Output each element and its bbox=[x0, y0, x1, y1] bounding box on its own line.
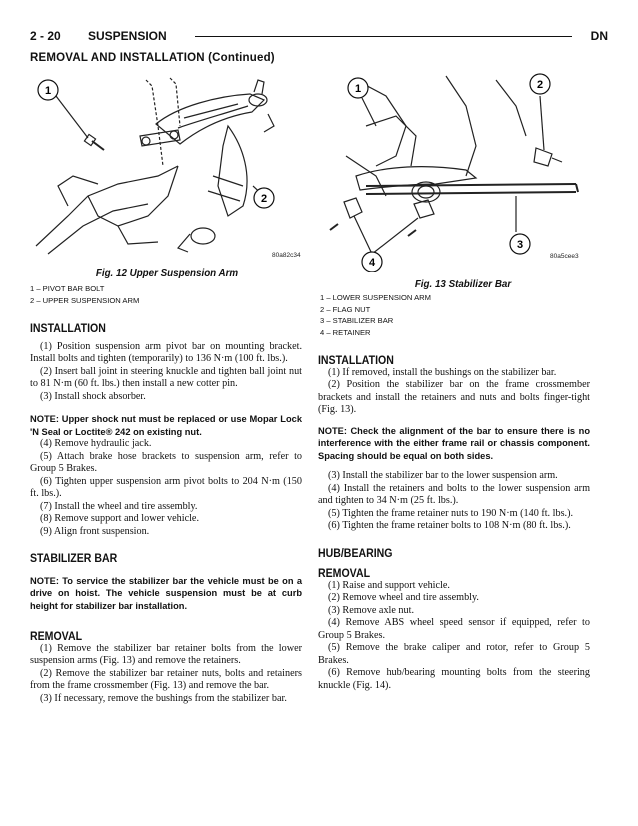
header-rule bbox=[195, 36, 572, 37]
install-step: (6) Tighten upper suspension arm pivot bolts to 204 N·m (150 ft. lbs.). bbox=[30, 475, 302, 499]
removal-step: (3) Remove axle nut. bbox=[328, 604, 415, 616]
figure-13-illustration bbox=[316, 66, 610, 272]
callout-2 bbox=[530, 74, 550, 94]
left-column bbox=[30, 322, 302, 705]
removal-step: (2) Remove wheel and tire assembly. bbox=[328, 592, 479, 603]
note-shock-nut: NOTE: Upper shock nut must be replaced or use Mopar Lock 'N Seal or Loctite® 242 on existing nut. bbox=[30, 414, 302, 437]
svg-text:2: 2 bbox=[536, 79, 544, 91]
legend-item: 2 – UPPER SUSPENSION ARM bbox=[30, 295, 140, 305]
installation-heading: INSTALLATION bbox=[318, 353, 394, 367]
figure-12-caption: Fig. 12 Upper Suspension Arm bbox=[95, 268, 239, 279]
callout-2 bbox=[254, 188, 274, 208]
installation-heading: INSTALLATION bbox=[30, 321, 106, 335]
note-alignment: NOTE: Check the alignment of the bar to ensure there is no interference with the either frame rail or chassis component. Spacing should be equal on both sides. bbox=[318, 425, 590, 461]
install-step: (1) If removed, install the bushings on the stabilizer bar. bbox=[328, 366, 557, 378]
removal-step: (1) Remove the stabilizer bar retainer bolts from the lower suspension arms (Fig. 13) and remove the retainers. bbox=[30, 642, 302, 666]
install-step: (5) Tighten the frame retainer nuts to 190 N·m (140 ft. lbs.). bbox=[328, 507, 574, 519]
figure-13-caption: Fig. 13 Stabilizer Bar bbox=[414, 279, 512, 290]
figure-12-illustration bbox=[28, 66, 306, 262]
removal-heading: REMOVAL bbox=[30, 629, 83, 643]
removal-step: (1) Raise and support vehicle. bbox=[328, 579, 450, 591]
callout-1 bbox=[348, 78, 368, 98]
install-step: (1) Position suspension arm pivot bar on mounting bracket. Install bolts and tighten (temporarily) to 136 N·m (100 ft. lbs.). bbox=[30, 340, 302, 364]
removal-heading: REMOVAL bbox=[318, 566, 371, 580]
page-subheading: REMOVAL AND INSTALLATION (Continued) bbox=[30, 52, 275, 64]
install-step: (8) Remove support and lower vehicle. bbox=[40, 513, 199, 524]
callout-3 bbox=[510, 234, 530, 254]
svg-text:1: 1 bbox=[44, 85, 52, 97]
legend-item: 2 – FLAG NUT bbox=[320, 304, 371, 314]
install-step: (4) Remove hydraulic jack. bbox=[40, 438, 152, 449]
note-stabilizer: NOTE: To service the stabilizer bar the vehicle must be on a drive on hoist. The vehicle suspension must be at curb height for stabilizer bar installation. bbox=[30, 575, 302, 611]
figure-12-ref: 80a82c34 bbox=[272, 252, 301, 259]
svg-text:4: 4 bbox=[368, 257, 376, 269]
install-step: (9) Align front suspension. bbox=[40, 525, 150, 537]
figure-13-stabilizer-bar bbox=[316, 66, 610, 272]
install-step: (6) Tighten the frame retainer bolts to 108 N·m (80 ft. lbs.). bbox=[328, 520, 571, 531]
model-code: DN bbox=[590, 29, 608, 43]
figure-12-upper-suspension-arm bbox=[28, 66, 306, 262]
legend-item: 3 – STABILIZER BAR bbox=[320, 316, 394, 325]
stabilizer-bar-heading: STABILIZER BAR bbox=[30, 551, 118, 565]
legend-item: 1 – PIVOT BAR BOLT bbox=[30, 284, 105, 293]
install-step: (3) Install the stabilizer bar to the lower suspension arm. bbox=[328, 470, 558, 481]
right-column bbox=[318, 354, 590, 692]
install-step: (5) Attach brake hose brackets to suspension arm, refer to Group 5 Brakes. bbox=[30, 450, 302, 474]
install-step: (2) Position the stabilizer bar on the frame crossmember brackets and install the retainers and nuts and bolts finger-tight (Fig. 13). bbox=[318, 379, 590, 415]
removal-step: (5) Remove the brake caliper and rotor, refer to Group 5 Brakes. bbox=[318, 642, 590, 666]
legend-item: 1 – LOWER SUSPENSION ARM bbox=[320, 293, 431, 302]
removal-step: (3) If necessary, remove the bushings from the stabilizer bar. bbox=[40, 692, 287, 704]
removal-step: (2) Remove the stabilizer bar retainer nuts, bolts and retainers from the frame crossmember (Fig. 13) and remove the bar. bbox=[30, 667, 302, 691]
page-number: 2 - 20 bbox=[30, 29, 61, 43]
removal-step: (4) Remove ABS wheel speed sensor if equipped, refer to Group 5 Brakes. bbox=[318, 617, 590, 641]
figure-13-ref: 80a5cee3 bbox=[550, 253, 579, 260]
svg-text:3: 3 bbox=[516, 239, 524, 251]
callout-4 bbox=[362, 252, 382, 272]
figure-13-legend bbox=[320, 292, 431, 338]
removal-step: (6) Remove hub/bearing mounting bolts from the steering knuckle (Fig. 14). bbox=[318, 667, 590, 691]
install-step: (2) Insert ball joint in steering knuckle and tighten ball joint nut to 81 N·m (60 ft. lbs.) then install a new cotter pin. bbox=[30, 365, 302, 389]
install-step: (3) Install shock absorber. bbox=[40, 390, 146, 402]
svg-text:1: 1 bbox=[354, 83, 362, 95]
section-title: SUSPENSION bbox=[88, 29, 167, 43]
figure-12-legend bbox=[30, 283, 139, 306]
install-step: (4) Install the retainers and bolts to the lower suspension arm and tighten to 34 N·m (25 ft. lbs.). bbox=[318, 482, 590, 506]
install-step: (7) Install the wheel and tire assembly. bbox=[40, 500, 198, 512]
svg-text:2: 2 bbox=[260, 193, 268, 205]
callout-1 bbox=[38, 80, 58, 100]
hub-bearing-heading: HUB/BEARING bbox=[318, 545, 393, 560]
page-header bbox=[30, 27, 608, 45]
legend-item: 4 – RETAINER bbox=[320, 327, 371, 337]
